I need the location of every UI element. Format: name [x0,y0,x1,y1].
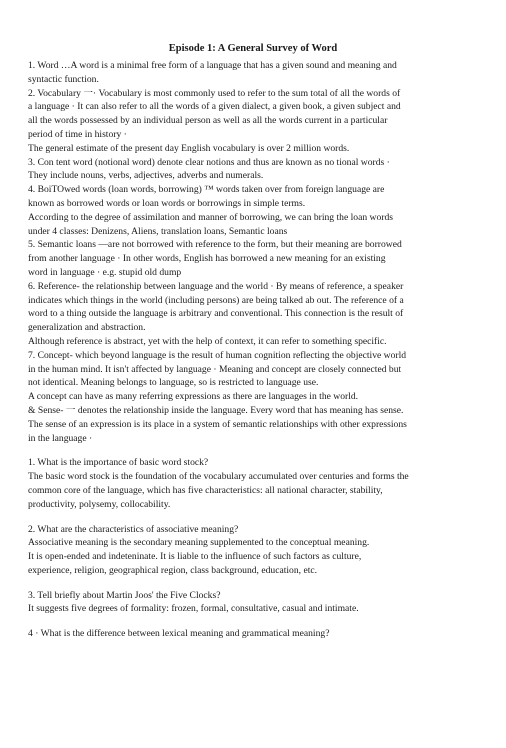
text-line: A concept can have as many referring expressions as there are languages in the world. [28,391,359,403]
text-line: syntactic function. [28,73,99,85]
text-line: from another language · In other words, English has borrowed a new meaning for an existing [28,253,386,265]
text-line: not identical. Meaning belongs to language, so is restricted to language use. [28,377,319,389]
text-line: 3. Con tent word (notional word) denote clear notions and thus are known as no tional words · [28,156,390,168]
text-line: generalization and abstraction. [28,322,146,334]
text-line: 3. Tell briefly about Martin Joos' the Five Clocks? [28,589,221,601]
text-line: in the human mind. It isn't affected by language · Meaning and concept are closely connected but [28,363,402,375]
text-line: word in language · e.g. stupid old dump [28,266,182,278]
text-line: It is open-ended and indeteninate. It is liable to the influence of such factors as culture, [28,551,362,563]
paragraph-gap [28,445,480,456]
paragraph-gap [28,578,480,589]
text-line: 4 · What is the difference between lexical meaning and grammatical meaning? [28,628,330,640]
text-line: all the words possessed by an individual person as well as all the words current in a particular [28,115,388,127]
paragraph-gap [28,512,480,523]
text-line: 5. Semantic loans —are not borrowed with reference to the form, but their meaning are borrowed [28,239,402,251]
page-title: Episode 1: A General Survey of Word [168,43,338,54]
text-line: The basic word stock is the foundation of the vocabulary accumulated over centuries and forms the [28,471,409,483]
text-line: common core of the language, which has five characteristics: all national character, stability, [28,484,383,496]
text-line: 1. Word …A word is a minimal free form of a language that has a given sound and meaning and [28,60,397,71]
text-line: productivity, polysemy, collocability. [28,498,171,510]
text-line: They include nouns, verbs, adjectives, adverbs and numerals. [28,170,264,182]
text-line: 4. BoiTOwed words (loan words, borrowing) ™ words taken over from foreign language are [28,184,385,196]
text-line: 1. What is the importance of basic word stock? [28,457,209,469]
text-line: under 4 classes: Denizens, Aliens, translation loans, Semantic loans [28,225,288,237]
text-line: It suggests five degrees of formality: frozen, formal, consultative, casual and intimate. [28,603,359,615]
text-line: 2. Vocabulary 一· Vocabulary is most commonly used to refer to the sum total of all the words of [28,87,401,99]
text-line: Although reference is abstract, yet with the help of context, it can refer to something specific. [28,335,387,347]
text-line: known as borrowed words or loan words or borrowings in simple terms. [28,197,306,209]
text-line: Associative meaning is the secondary meaning supplemented to the conceptual meaning. [28,537,370,549]
text-line: period of time in history · [28,128,127,140]
text-line: a language · It can also refer to all the words of a given dialect, a given book, a given subject and [28,101,401,113]
document-body [28,59,480,641]
text-line: The sense of an expression is its place in a system of semantic relationships with other expressions [28,418,407,430]
text-line: word to a thing outside the language is arbitrary and conventional. This connection is the result of [28,308,404,320]
text-line: & Sense- 一 denotes the relationship inside the language. Every word that has meaning has sense. [28,404,404,416]
text-line: According to the degree of assimilation and manner of borrowing, we can bring the loan words [28,211,393,223]
text-line: 2. What are the characteristics of associative meaning? [28,523,239,535]
text-line: indicates which things in the world (including persons) are being talked ab out. The reference of a [28,294,404,306]
text-line: 6. Reference- the relationship between language and the world · By means of reference, a speaker [28,280,404,292]
text-line: in the language · [28,432,93,444]
text-line: 7. Concept- which beyond language is the result of human cognition reflecting the objective world [28,349,407,361]
text-line: experience, religion, geographical region, class background, education, etc. [28,564,318,576]
text-line: The general estimate of the present day English vocabulary is over 2 million words. [28,142,350,154]
paragraph-gap [28,616,480,627]
